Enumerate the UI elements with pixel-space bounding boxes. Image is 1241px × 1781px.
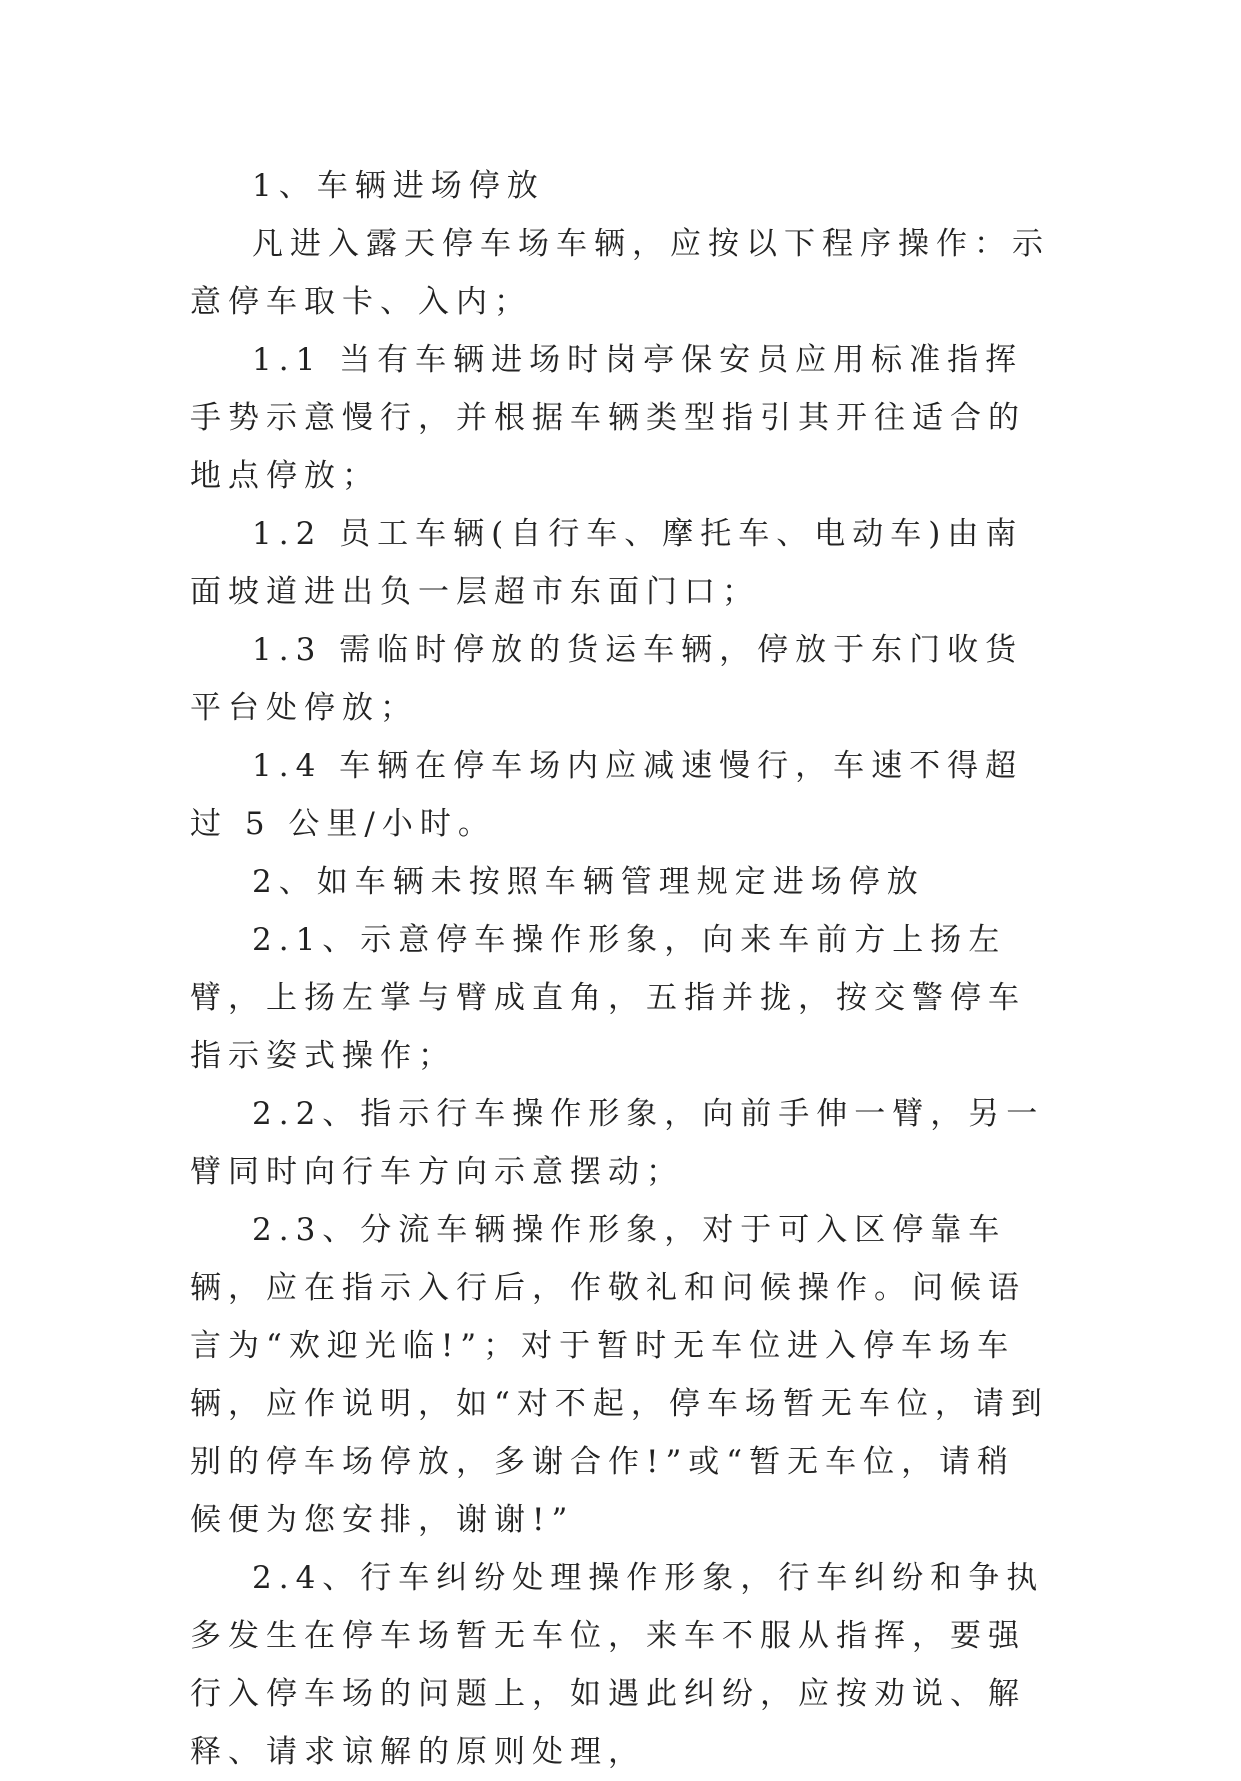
paragraph-1-1: 1.1 当有车辆进场时岗亭保安员应用标准指挥手势示意慢行，并根据车辆类型指引其开往适合的地点停放； [190,342,1026,494]
document-body [190,157,1050,1781]
paragraph-2-2: 2.2、指示行车操作形象，向前手伸一臂，另一臂同时向行车方向示意摆动； [190,1096,1045,1190]
paragraph-1-4: 1.4 车辆在停车场内应减速慢行，车速不得超过 5 公里/小时。 [190,748,1024,842]
paragraph-2-3: 2.3、分流车辆操作形象，对于可入区停靠车辆，应在指示入行后，作敬礼和问候操作。问候语言为“欢迎光临!”；对于暂时无车位进入停车场车辆，应作说明，如“对不起，停车场暂无车位，请到别的停车场停放，多谢合作!”或“暂无车位，请稍候便为您安排，谢谢!” [190,1212,1049,1538]
paragraph-1-2: 1.2 员工车辆(自行车、摩托车、电动车)由南面坡道进出负一层超市东面门口； [190,516,1024,610]
paragraph-2-1: 2.1、示意停车操作形象，向来车前方上扬左臂，上扬左掌与臂成直角，五指并拢，按交警停车指示姿式操作； [190,922,1026,1074]
section-heading-2: 2、如车辆未按照车辆管理规定进场停放 [252,864,925,900]
paragraph-1-3: 1.3 需临时停放的货运车辆，停放于东门收货平台处停放； [190,632,1024,726]
paragraph-2-4: 2.4、行车纠纷处理操作形象，行车纠纷和争执多发生在停车场暂无车位，来车不服从指挥，要强行入停车场的问题上，如遇此纠纷，应按劝说、解释、请求谅解的原则处理， [190,1560,1045,1770]
section-heading-1: 1、车辆进场停放 [252,168,545,204]
paragraph-entry-procedure: 凡进入露天停车场车辆，应按以下程序操作：示意停车取卡、入内； [190,226,1050,320]
